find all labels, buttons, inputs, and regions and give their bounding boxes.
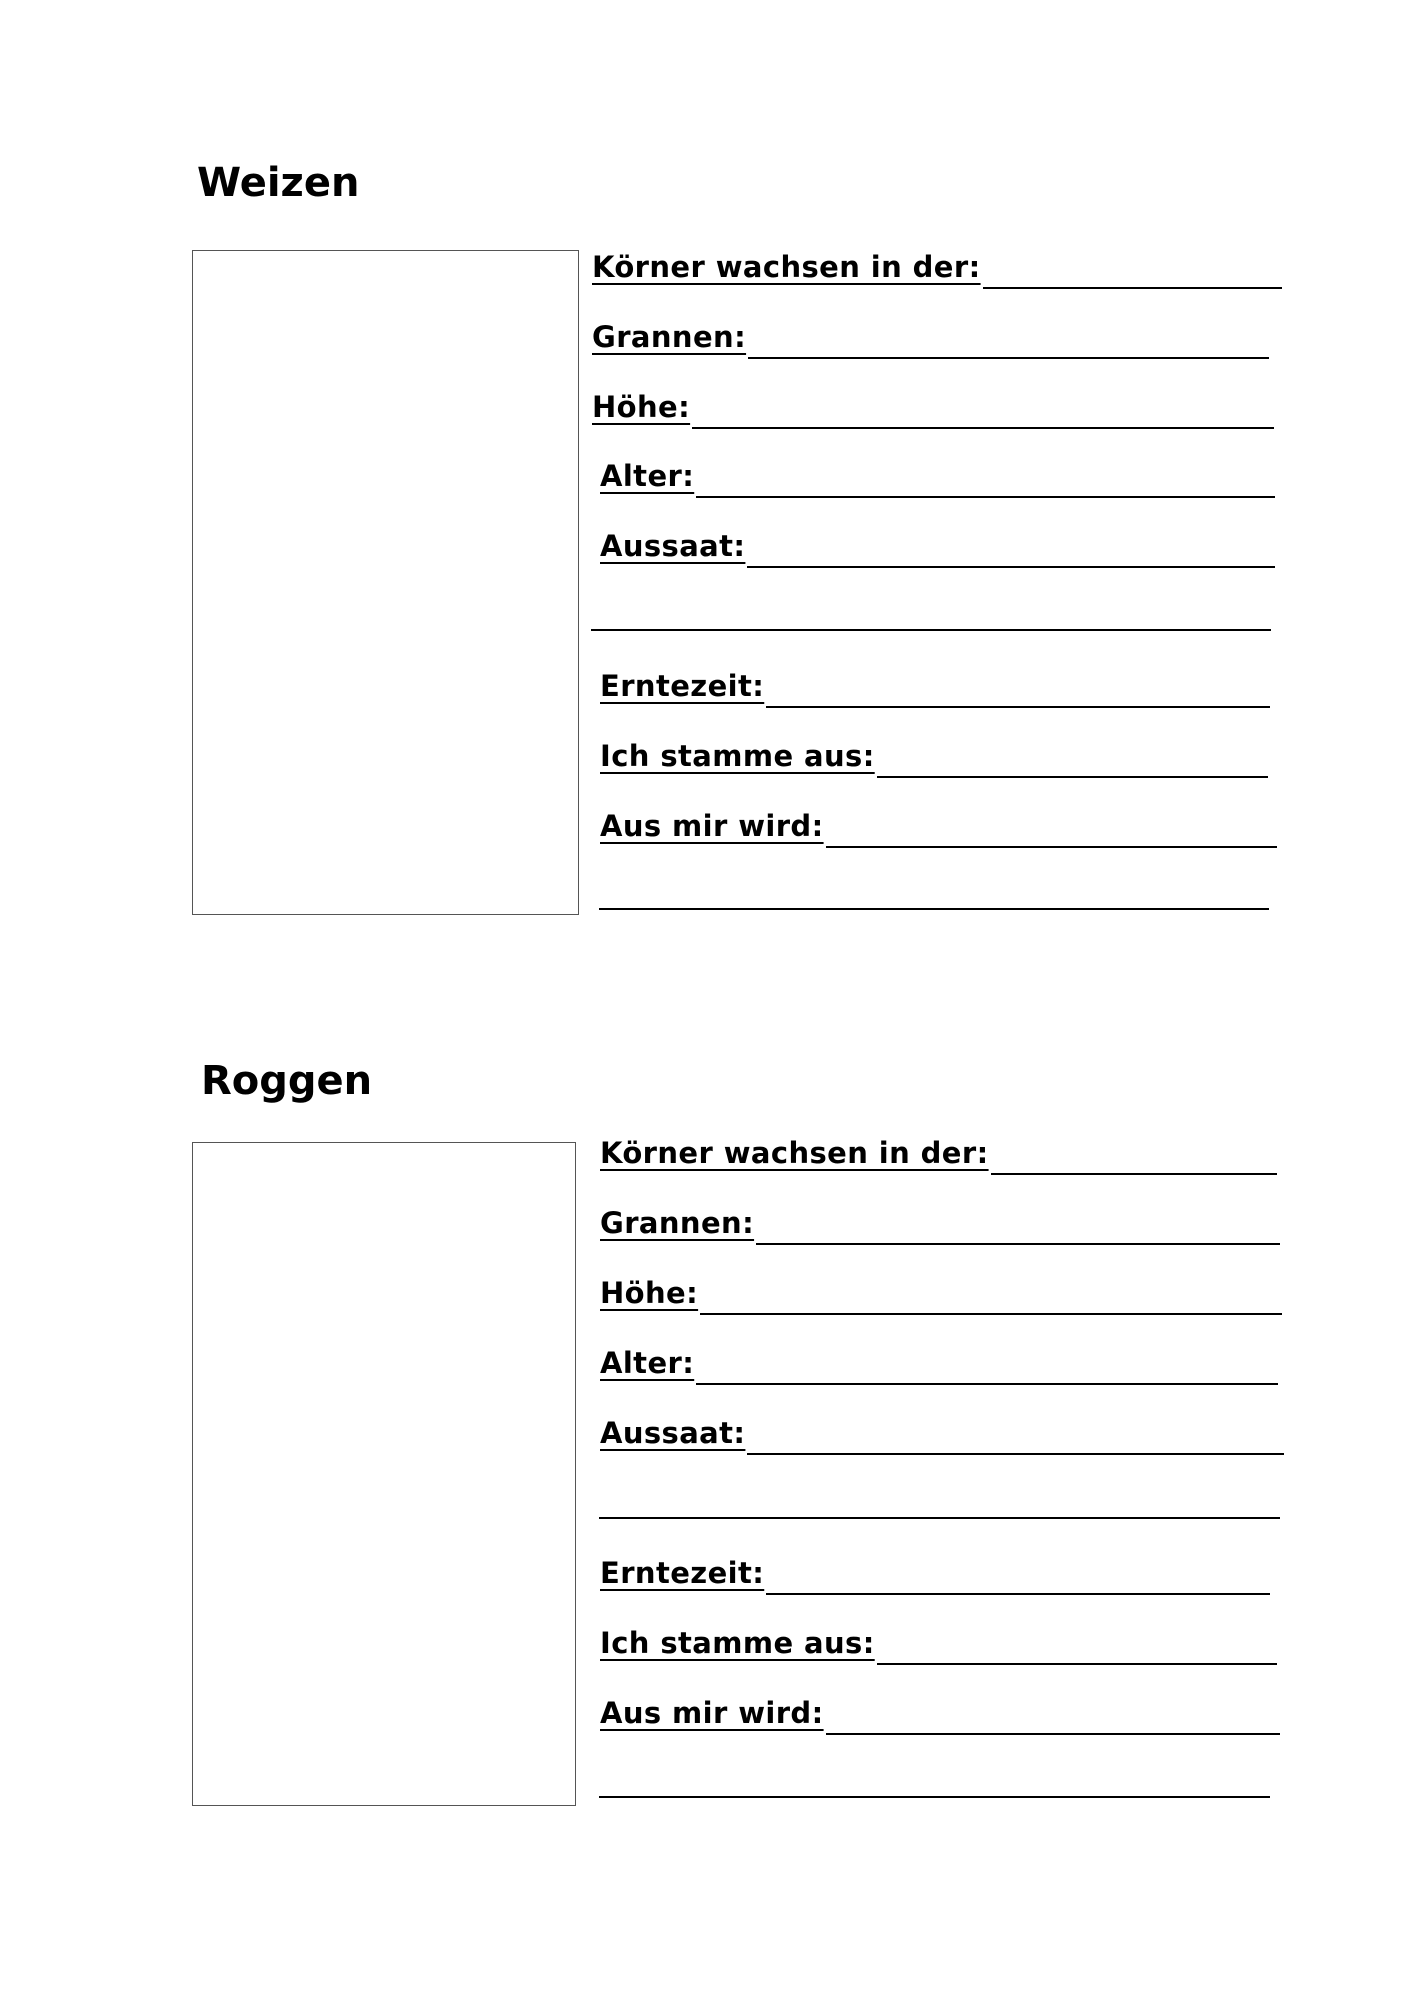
- answer-line[interactable]: [747, 1453, 1284, 1455]
- field-koerner[interactable]: [592, 242, 1282, 282]
- answer-line[interactable]: [756, 1243, 1280, 1245]
- field-label: Höhe:: [592, 390, 691, 424]
- field-alter[interactable]: [600, 1338, 1278, 1378]
- field-ich-stamme-aus[interactable]: [600, 731, 1268, 771]
- field-erntezeit[interactable]: [600, 661, 1270, 701]
- field-label: Grannen:: [592, 320, 747, 354]
- field-koerner[interactable]: [600, 1128, 1277, 1168]
- field-label: Alter:: [600, 459, 695, 493]
- answer-line[interactable]: [696, 496, 1275, 498]
- field-label: Erntezeit:: [600, 669, 765, 703]
- field-label: Erntezeit:: [600, 1556, 765, 1590]
- field-aus-mir-wird[interactable]: [600, 801, 1277, 841]
- answer-line[interactable]: [748, 357, 1269, 359]
- answer-line[interactable]: [826, 1733, 1280, 1735]
- answer-line-extra[interactable]: [599, 908, 1269, 910]
- field-aussaat[interactable]: [600, 1408, 1284, 1448]
- field-aus-mir-wird[interactable]: [600, 1688, 1280, 1728]
- answer-line[interactable]: [877, 776, 1268, 778]
- answer-line[interactable]: [826, 846, 1277, 848]
- field-grannen[interactable]: [592, 312, 1269, 352]
- answer-line[interactable]: [692, 427, 1274, 429]
- answer-line[interactable]: [877, 1663, 1277, 1665]
- field-hoehe[interactable]: [600, 1268, 1282, 1308]
- field-label: Ich stamme aus:: [600, 1626, 875, 1660]
- field-label: Aussaat:: [600, 529, 746, 563]
- answer-line[interactable]: [991, 1173, 1277, 1175]
- answer-line[interactable]: [766, 706, 1270, 708]
- field-label: Körner wachsen in der:: [592, 250, 981, 284]
- field-label: Höhe:: [600, 1276, 699, 1310]
- field-erntezeit[interactable]: [600, 1548, 1270, 1588]
- field-label: Ich stamme aus:: [600, 739, 875, 773]
- image-placeholder-box: [192, 250, 579, 915]
- answer-line[interactable]: [747, 566, 1275, 568]
- answer-line[interactable]: [983, 287, 1282, 289]
- answer-line[interactable]: [700, 1313, 1282, 1315]
- field-label: Körner wachsen in der:: [600, 1136, 989, 1170]
- image-placeholder-box: [192, 1142, 576, 1806]
- section-title: Weizen: [197, 160, 360, 206]
- field-hoehe[interactable]: [592, 382, 1274, 422]
- answer-line-extra[interactable]: [591, 629, 1271, 631]
- answer-line-extra[interactable]: [599, 1517, 1280, 1519]
- answer-line[interactable]: [696, 1383, 1278, 1385]
- answer-line[interactable]: [766, 1593, 1270, 1595]
- field-grannen[interactable]: [600, 1198, 1280, 1238]
- field-aussaat[interactable]: [600, 521, 1275, 561]
- field-label: Aus mir wird:: [600, 809, 824, 843]
- field-alter[interactable]: [600, 451, 1275, 491]
- answer-line-extra[interactable]: [599, 1796, 1270, 1798]
- field-label: Alter:: [600, 1346, 695, 1380]
- field-label: Grannen:: [600, 1206, 755, 1240]
- section-title: Roggen: [201, 1058, 373, 1104]
- field-label: Aussaat:: [600, 1416, 746, 1450]
- field-ich-stamme-aus[interactable]: [600, 1618, 1277, 1658]
- field-label: Aus mir wird:: [600, 1696, 824, 1730]
